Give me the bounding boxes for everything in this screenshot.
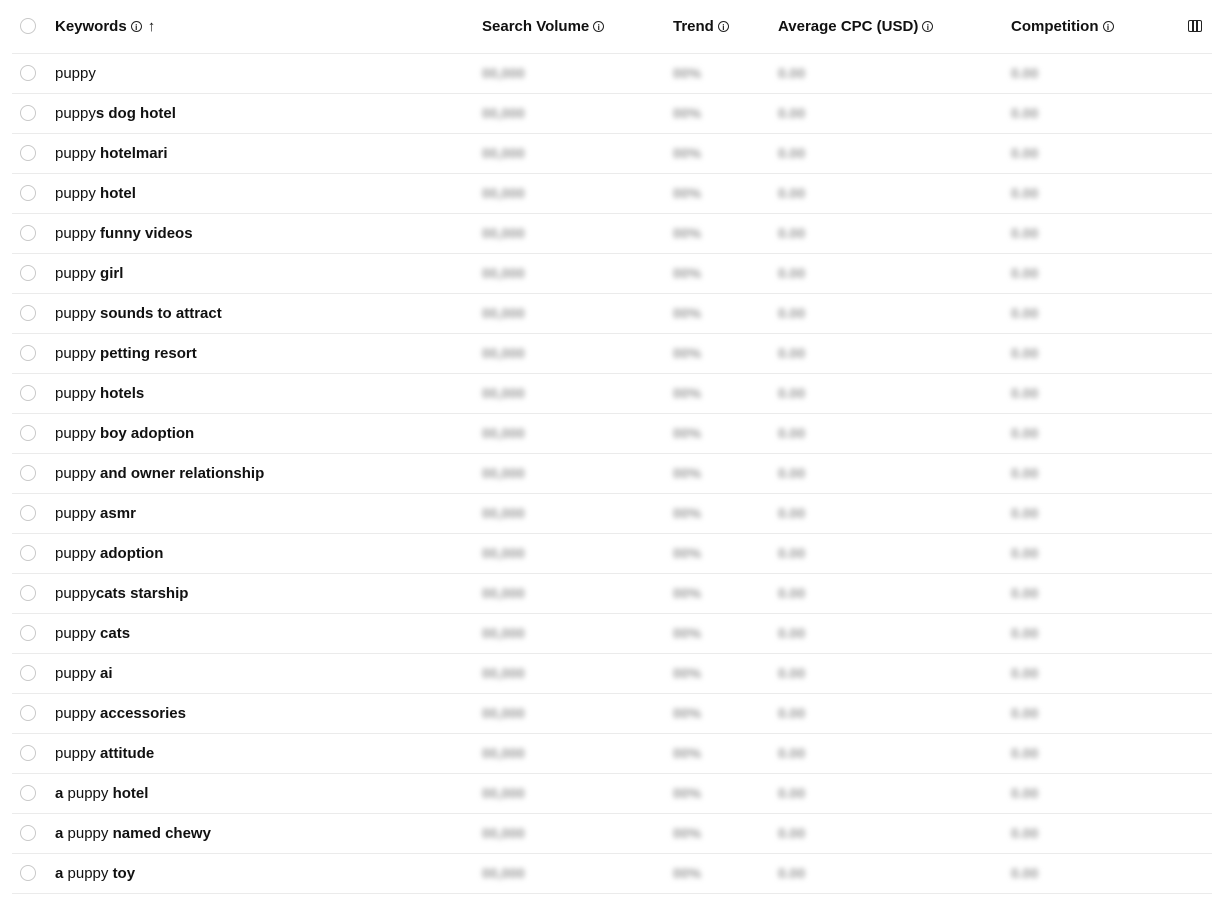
keyword-cell[interactable] — [55, 534, 163, 573]
keywords-table — [12, 0, 1212, 894]
row-checkbox[interactable] — [20, 225, 36, 241]
table-row[interactable] — [12, 494, 1212, 534]
trend-value: 00% — [673, 825, 702, 841]
row-checkbox[interactable] — [20, 665, 36, 681]
row-check-cell — [20, 694, 38, 733]
keyword-cell[interactable] — [55, 614, 130, 653]
search-volume-value: 00,000 — [482, 465, 525, 481]
row-check-cell — [20, 734, 38, 773]
keyword-base: puppy — [55, 665, 101, 682]
keyword-cell[interactable] — [55, 134, 168, 173]
search-volume-value: 00,000 — [482, 705, 525, 721]
row-checkbox[interactable] — [20, 145, 36, 161]
average-cpc-value: 0.00 — [778, 145, 806, 161]
table-row[interactable] — [12, 774, 1212, 814]
header-search-volume-label: Search Volume — [482, 18, 590, 35]
row-check-cell — [20, 534, 38, 573]
competition-value: 0.00 — [1011, 185, 1039, 201]
search-volume-value: 00,000 — [482, 345, 525, 361]
average-cpc-value: 0.00 — [778, 745, 806, 761]
keyword-cell[interactable] — [55, 414, 194, 453]
search-volume-value: 00,000 — [482, 505, 525, 521]
row-checkbox[interactable] — [20, 545, 36, 561]
search-volume-value: 00,000 — [482, 745, 525, 761]
info-icon[interactable]: i — [718, 21, 729, 32]
search-volume-value: 00,000 — [482, 225, 525, 241]
header-competition[interactable] — [1011, 0, 1114, 53]
keyword-suffix: accessories — [100, 705, 186, 722]
average-cpc-value: 0.00 — [778, 385, 806, 401]
search-volume-value: 00,000 — [482, 865, 525, 881]
competition-value: 0.00 — [1011, 145, 1039, 161]
average-cpc-value: 0.00 — [778, 705, 806, 721]
row-check-cell — [20, 574, 38, 613]
keyword-base: puppy — [55, 585, 96, 602]
keyword-cell[interactable] — [55, 174, 136, 213]
keyword-base: puppy — [55, 305, 101, 322]
row-check-cell — [20, 134, 38, 173]
trend-value: 00% — [673, 785, 702, 801]
keyword-suffix: hotelmari — [100, 145, 168, 162]
row-checkbox[interactable] — [20, 345, 36, 361]
keyword-cell[interactable] — [55, 454, 264, 493]
info-icon[interactable]: i — [922, 21, 933, 32]
keyword-suffix: ai — [100, 665, 113, 682]
table-row[interactable] — [12, 694, 1212, 734]
table-row[interactable] — [12, 374, 1212, 414]
competition-value: 0.00 — [1011, 585, 1039, 601]
table-row[interactable] — [12, 614, 1212, 654]
header-average-cpc[interactable] — [778, 0, 933, 53]
trend-value: 00% — [673, 705, 702, 721]
keyword-suffix: attitude — [100, 745, 155, 762]
trend-value: 00% — [673, 185, 702, 201]
table-row[interactable] — [12, 214, 1212, 254]
row-checkbox[interactable] — [20, 105, 36, 121]
competition-value: 0.00 — [1011, 825, 1039, 841]
competition-value: 0.00 — [1011, 225, 1039, 241]
average-cpc-value: 0.00 — [778, 225, 806, 241]
keyword-cell[interactable] — [55, 654, 113, 693]
table-row[interactable] — [12, 294, 1212, 334]
competition-value: 0.00 — [1011, 505, 1039, 521]
average-cpc-value: 0.00 — [778, 865, 806, 881]
trend-value: 00% — [673, 145, 702, 161]
keyword-base: puppy — [55, 545, 101, 562]
keyword-cell[interactable] — [55, 814, 211, 853]
keyword-base: puppy — [55, 225, 101, 242]
competition-value: 0.00 — [1011, 265, 1039, 281]
competition-value: 0.00 — [1011, 705, 1039, 721]
trend-value: 00% — [673, 745, 702, 761]
average-cpc-value: 0.00 — [778, 625, 806, 641]
competition-value: 0.00 — [1011, 745, 1039, 761]
trend-value: 00% — [673, 65, 702, 81]
header-keywords-label: Keywords — [55, 18, 127, 35]
search-volume-value: 00,000 — [482, 785, 525, 801]
header-search-volume[interactable] — [482, 0, 604, 53]
search-volume-value: 00,000 — [482, 145, 525, 161]
keyword-base: puppy — [55, 185, 101, 202]
table-row[interactable] — [12, 94, 1212, 134]
row-check-cell — [20, 334, 38, 373]
keyword-base: puppy — [67, 785, 113, 802]
average-cpc-value: 0.00 — [778, 105, 806, 121]
select-all-checkbox[interactable] — [20, 18, 36, 34]
keyword-suffix: hotel — [100, 185, 136, 202]
competition-value: 0.00 — [1011, 425, 1039, 441]
row-check-cell — [20, 254, 38, 293]
competition-value: 0.00 — [1011, 865, 1039, 881]
row-checkbox[interactable] — [20, 585, 36, 601]
info-icon[interactable]: i — [131, 21, 142, 32]
table-row[interactable] — [12, 654, 1212, 694]
keyword-base: puppy — [67, 825, 113, 842]
row-checkbox[interactable] — [20, 745, 36, 761]
keyword-cell[interactable] — [55, 574, 188, 613]
table-row[interactable] — [12, 734, 1212, 774]
search-volume-value: 00,000 — [482, 305, 525, 321]
competition-value: 0.00 — [1011, 665, 1039, 681]
keyword-suffix: sounds to attract — [100, 305, 222, 322]
row-checkbox[interactable] — [20, 825, 36, 841]
row-check-cell — [20, 294, 38, 333]
competition-value: 0.00 — [1011, 625, 1039, 641]
competition-value: 0.00 — [1011, 345, 1039, 361]
keyword-base: puppy — [55, 505, 101, 522]
keyword-suffix: asmr — [100, 505, 136, 522]
competition-value: 0.00 — [1011, 305, 1039, 321]
keyword-suffix: petting resort — [100, 345, 197, 362]
competition-value: 0.00 — [1011, 65, 1039, 81]
arrow-up-icon[interactable]: ↑ — [147, 18, 156, 35]
row-checkbox[interactable] — [20, 385, 36, 401]
trend-value: 00% — [673, 385, 702, 401]
trend-value: 00% — [673, 225, 702, 241]
trend-value: 00% — [673, 265, 702, 281]
keyword-cell[interactable] — [55, 94, 176, 133]
competition-value: 0.00 — [1011, 105, 1039, 121]
select-all-cell — [20, 0, 38, 53]
row-check-cell — [20, 774, 38, 813]
trend-value: 00% — [673, 465, 702, 481]
average-cpc-value: 0.00 — [778, 265, 806, 281]
keyword-base: puppy — [55, 265, 101, 282]
competition-value: 0.00 — [1011, 785, 1039, 801]
header-trend-label: Trend — [673, 18, 714, 35]
row-check-cell — [20, 214, 38, 253]
table-row[interactable] — [12, 334, 1212, 374]
row-check-cell — [20, 454, 38, 493]
average-cpc-value: 0.00 — [778, 585, 806, 601]
header-competition-label: Competition — [1011, 18, 1099, 35]
trend-value: 00% — [673, 665, 702, 681]
keyword-suffix: hotels — [100, 385, 145, 402]
trend-value: 00% — [673, 585, 702, 601]
keyword-prefix: a — [55, 865, 68, 882]
keyword-prefix: a — [55, 785, 68, 802]
row-checkbox[interactable] — [20, 705, 36, 721]
trend-value: 00% — [673, 545, 702, 561]
info-icon[interactable]: i — [1103, 21, 1114, 32]
row-checkbox[interactable] — [20, 625, 36, 641]
table-row[interactable] — [12, 534, 1212, 574]
keyword-suffix: funny videos — [100, 225, 193, 242]
keyword-base: puppy — [55, 465, 101, 482]
keyword-base: puppy — [55, 145, 101, 162]
search-volume-value: 00,000 — [482, 105, 525, 121]
trend-value: 00% — [673, 625, 702, 641]
search-volume-value: 00,000 — [482, 65, 525, 81]
table-body — [12, 54, 1212, 894]
keyword-cell[interactable] — [55, 294, 222, 333]
search-volume-value: 00,000 — [482, 665, 525, 681]
keyword-suffix: girl — [100, 265, 124, 282]
keyword-cell[interactable] — [55, 694, 186, 733]
table-row[interactable] — [12, 254, 1212, 294]
row-checkbox[interactable] — [20, 465, 36, 481]
keyword-cell[interactable] — [55, 254, 123, 293]
keyword-suffix: named chewy — [112, 825, 211, 842]
row-check-cell — [20, 374, 38, 413]
row-checkbox[interactable] — [20, 65, 36, 81]
trend-value: 00% — [673, 305, 702, 321]
table-row[interactable] — [12, 414, 1212, 454]
keyword-base: puppy — [55, 705, 101, 722]
table-row[interactable] — [12, 174, 1212, 214]
row-checkbox[interactable] — [20, 185, 36, 201]
keyword-base: puppy — [55, 345, 101, 362]
keyword-cell[interactable] — [55, 374, 144, 413]
keyword-suffix: cats starship — [95, 585, 189, 602]
keyword-cell[interactable] — [55, 214, 193, 253]
row-check-cell — [20, 614, 38, 653]
keyword-suffix: cats — [100, 625, 131, 642]
row-check-cell — [20, 494, 38, 533]
header-average-cpc-label: Average CPC (USD) — [778, 18, 919, 35]
trend-value: 00% — [673, 105, 702, 121]
keyword-base: puppy — [55, 425, 101, 442]
keyword-cell[interactable] — [55, 494, 136, 533]
average-cpc-value: 0.00 — [778, 825, 806, 841]
average-cpc-value: 0.00 — [778, 425, 806, 441]
trend-value: 00% — [673, 345, 702, 361]
search-volume-value: 00,000 — [482, 545, 525, 561]
average-cpc-value: 0.00 — [778, 665, 806, 681]
search-volume-value: 00,000 — [482, 265, 525, 281]
search-volume-value: 00,000 — [482, 825, 525, 841]
competition-value: 0.00 — [1011, 465, 1039, 481]
table-row[interactable] — [12, 54, 1212, 94]
average-cpc-value: 0.00 — [778, 185, 806, 201]
keyword-suffix: hotel — [112, 785, 149, 802]
average-cpc-value: 0.00 — [778, 545, 806, 561]
table-row[interactable] — [12, 814, 1212, 854]
row-checkbox[interactable] — [20, 505, 36, 521]
average-cpc-value: 0.00 — [778, 345, 806, 361]
keyword-suffix: toy — [112, 865, 136, 882]
average-cpc-value: 0.00 — [778, 305, 806, 321]
search-volume-value: 00,000 — [482, 425, 525, 441]
search-volume-value: 00,000 — [482, 385, 525, 401]
row-checkbox[interactable] — [20, 305, 36, 321]
row-checkbox[interactable] — [20, 865, 36, 881]
keyword-suffix: boy adoption — [100, 425, 195, 442]
keyword-cell[interactable] — [55, 854, 135, 893]
columns-icon[interactable] — [1188, 20, 1202, 32]
table-row[interactable] — [12, 854, 1212, 894]
row-check-cell — [20, 654, 38, 693]
keyword-suffix: adoption — [100, 545, 164, 562]
keyword-cell[interactable] — [55, 54, 96, 93]
keyword-base: puppy — [55, 745, 101, 762]
keyword-base: puppy — [67, 865, 113, 882]
keyword-cell[interactable] — [55, 334, 197, 373]
row-checkbox[interactable] — [20, 425, 36, 441]
table-row[interactable] — [12, 454, 1212, 494]
keyword-suffix: s dog hotel — [95, 105, 176, 122]
competition-value: 0.00 — [1011, 385, 1039, 401]
competition-value: 0.00 — [1011, 545, 1039, 561]
keyword-base: puppy — [55, 625, 101, 642]
average-cpc-value: 0.00 — [778, 505, 806, 521]
keyword-cell[interactable] — [55, 774, 148, 813]
keyword-cell[interactable] — [55, 734, 154, 773]
keyword-suffix: and owner relationship — [100, 465, 265, 482]
row-check-cell — [20, 94, 38, 133]
trend-value: 00% — [673, 425, 702, 441]
info-icon[interactable]: i — [593, 21, 604, 32]
keyword-base: puppy — [55, 385, 101, 402]
search-volume-value: 00,000 — [482, 585, 525, 601]
trend-value: 00% — [673, 505, 702, 521]
row-check-cell — [20, 854, 38, 893]
search-volume-value: 00,000 — [482, 185, 525, 201]
row-check-cell — [20, 174, 38, 213]
table-header — [12, 0, 1212, 54]
average-cpc-value: 0.00 — [778, 465, 806, 481]
search-volume-value: 00,000 — [482, 625, 525, 641]
keyword-base: puppy — [55, 105, 96, 122]
keyword-prefix: a — [55, 825, 68, 842]
average-cpc-value: 0.00 — [778, 785, 806, 801]
row-checkbox[interactable] — [20, 785, 36, 801]
column-settings-cell — [1188, 0, 1202, 53]
row-check-cell — [20, 814, 38, 853]
row-check-cell — [20, 54, 38, 93]
keyword-base: puppy — [55, 65, 96, 82]
row-check-cell — [20, 414, 38, 453]
table-row[interactable] — [12, 134, 1212, 174]
average-cpc-value: 0.00 — [778, 65, 806, 81]
table-row[interactable] — [12, 574, 1212, 614]
header-trend[interactable] — [673, 0, 729, 53]
trend-value: 00% — [673, 865, 702, 881]
header-keywords[interactable] — [55, 0, 155, 53]
row-checkbox[interactable] — [20, 265, 36, 281]
